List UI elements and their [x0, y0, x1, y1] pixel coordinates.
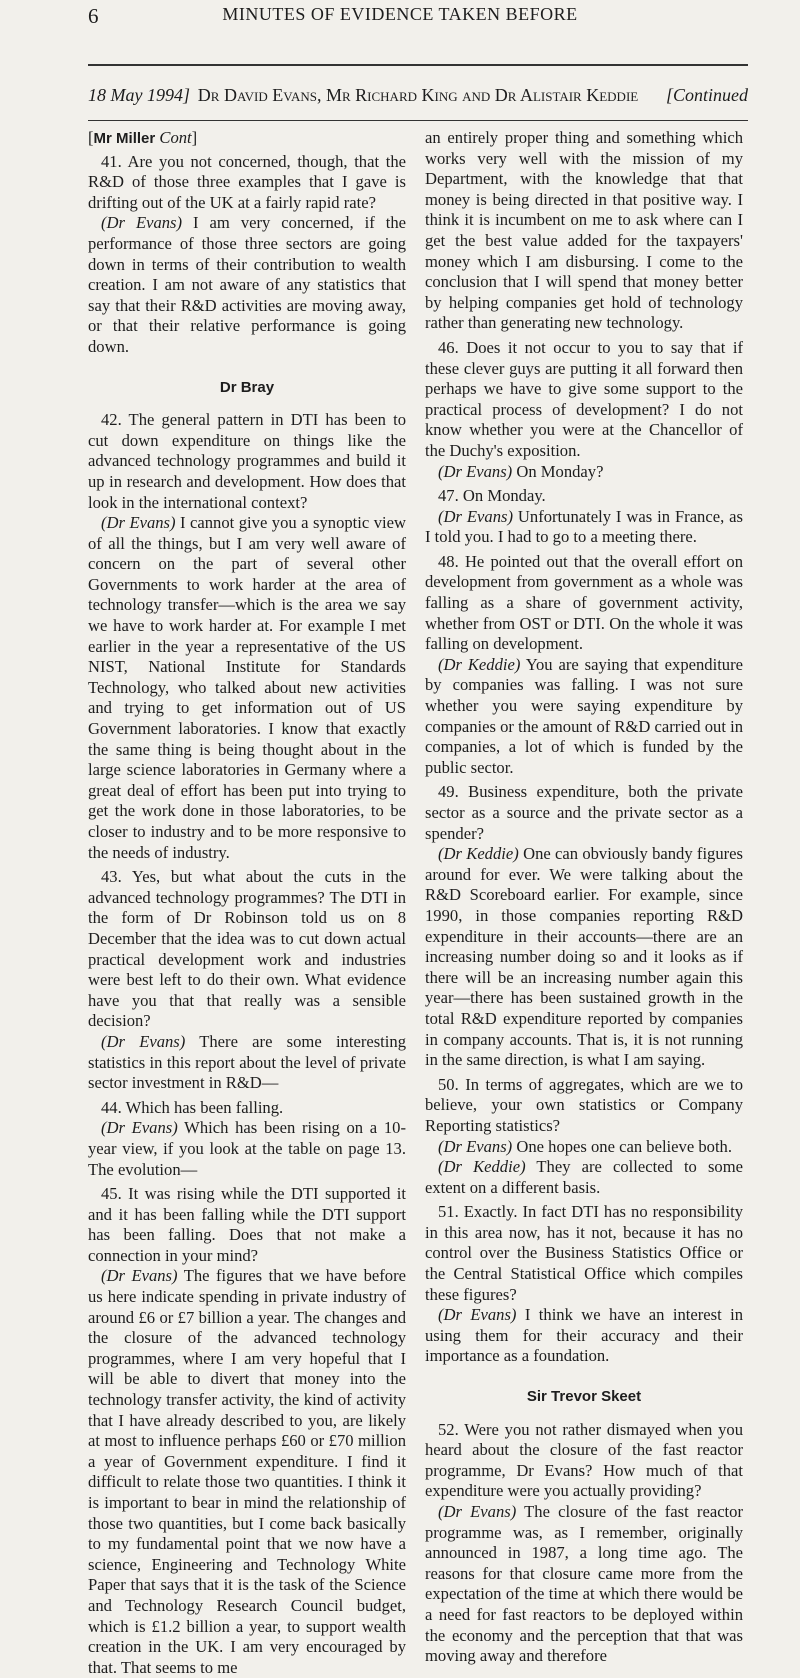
question-44: 44. Which has been falling.: [101, 1097, 284, 1117]
header-rule-bottom: [88, 120, 748, 121]
answer-43: (Dr Evans) There are some interesting statistics in this report about the level of private sector investment in R&D—: [88, 1031, 406, 1093]
left-column: [88, 128, 406, 1678]
answer-49: (Dr Keddie) One can obviously bandy figures around for ever. We were talking about the R&D Scoreboard earlier. For example, since 1990, in those companies reporting R&D expenditure in their accounts—there are an increasing number doing so and it looks as if there will be an increasing number again this year—there has been sustained growth in the total R&D expenditure reported by companies in company accounts. That is, it is not running in the same direction, is what I am saying.: [425, 844, 743, 1070]
question-51: 51. Exactly. In fact DTI has no responsibility in this area now, has it not, because it has no control over the Business Statistics Office or the Central Statistical Office which compiles these figures?: [425, 1202, 743, 1304]
running-head: MINUTES OF EVIDENCE TAKEN BEFORE: [222, 4, 578, 24]
session-date: 18 May 1994]: [88, 85, 190, 105]
speaker-heading-bray: Dr Bray: [219, 378, 275, 396]
question-48: 48. He pointed out that the overall effort on development from government as a whole was falling as a share of government activity, whether from OST or DTI. On the whole it was falling on development.: [425, 551, 743, 654]
question-47: 47. On Monday.: [438, 486, 546, 506]
answer-52: (Dr Evans) The closure of the fast reactor programme was, as I remember, originally announced in 1987, a long time ago. The reasons for that closure came more from the expectation of the time at which there would be a need for fast reactors to be deployed within the economy and the perception that that was moving away and therefore: [425, 1502, 743, 1666]
continued-label: [Continued: [665, 85, 748, 105]
question-50: 50. In terms of aggregates, which are we to believe, your own statistics or Company Reporting statistics?: [425, 1074, 743, 1135]
answer-41: (Dr Evans) I am very concerned, if the performance of those three sectors are going down in terms of their contribution to wealth creation. I am not aware of any statistics that say that their R&D activities are moving away, or that their relative performance is going down.: [88, 213, 406, 356]
answer-42: (Dr Evans) I cannot give you a synoptic view of all the things, but I am very well aware of concern on the part of several other Governments to work harder at the area of technology transfer—which is the area we say we have to work harder at. For example I met earlier in the year a representative of the US NIST, National Institute for Standards Technology, who talked about new activities and trying to get information out of US Government laboratories. I know that exactly the same thing is being thought about in the large science laboratories in Germany where a great deal of effort has been put into trying to get the work done in those laboratories, to be closer to industry and to be more responsive to the needs of industry.: [88, 513, 406, 862]
question-42: 42. The general pattern in DTI has been to cut down expenditure on things like the advanced technology programmes and build it up in research and development. How does that look in the international context?: [88, 410, 406, 512]
answer-51: (Dr Evans) I think we have an interest in using them for their accuracy and their importance as a foundation.: [425, 1305, 743, 1366]
answer-45: (Dr Evans) The figures that we have before us here indicate spending in private industry of around £6 or £7 billion a year. The changes and the closure of the advanced technology programmes, where I am very hopeful that I will be able to divert that money into the technology transfer activity, the kind of activity that I have already described to you, are likely at most to influence perhaps £60 or £70 million a year of Government expenditure. I find it difficult to relate those two quantities. I think it is important to bear in mind the relationship of those two quantities, but I come back basically to my fundamental point that we now have a science, Engineering and Technology White Paper that says that it is the task of the Science and Technology Research Council budget, which is £1.2 billion a year, to support wealth creation in the UK. I am very encouraged by that. That seems to me: [88, 1266, 406, 1677]
right-column: [425, 128, 743, 1667]
speaker-name: Mr Miller: [93, 130, 156, 147]
question-52: 52. Were you not rather dismayed when you heard about the closure of the fast reactor programme, Dr Evans? How much of that expenditure were you actually providing?: [425, 1419, 743, 1501]
answer-50-keddie: (Dr Keddie) They are collected to some extent on a different basis.: [425, 1157, 743, 1197]
answer-46: (Dr Evans) On Monday?: [438, 461, 604, 481]
speaker-heading-skeet: Sir Trevor Skeet: [526, 1388, 642, 1406]
page-number: 6: [88, 4, 99, 28]
question-41: 41. Are you not concerned, though, that the R&D of those three examples that I gave is drifting out of the UK at a fairly rapid rate?: [88, 151, 406, 212]
witnesses: Dr David Evans, Mr Richard King and Dr Alistair Keddie: [197, 85, 639, 105]
question-43: 43. Yes, but what about the cuts in the advanced technology programmes? The DTI in the form of Dr Robinson told us on 8 December that the idea was to cut down actual practical development work and industries were best left to do their own. What evidence have you that that really was a sensible decision?: [88, 867, 406, 1031]
question-45: 45. It was rising while the DTI supported it and it has been falling while the DTI support has been falling. Does that not make a connection in your mind?: [88, 1184, 406, 1265]
answer-45-continued: an entirely proper thing and something which works very well with the mission of my Department, with the knowledge that that money is being directed in that positive way. I think it is incumbent on me to ask where can I get the best value added for the taxpayers' money which I am disbursing. I come to the conclusion that I will spend that money better by helping companies get hold of technology rather than generating new technology.: [425, 128, 743, 333]
answer-44: (Dr Evans) Which has been rising on a 10-year view, if you look at the table on page 13. The evolution—: [88, 1118, 406, 1179]
speaker-continued: [Mr Miller Cont]: [88, 128, 198, 147]
question-46: 46. Does it not occur to you to say that if these clever guys are putting it all forward then perhaps we have to give some support to the practical process of development? I do not know whether you were at the Chancellor of the Duchy's exposition.: [425, 337, 743, 460]
header-rule-top: [88, 64, 748, 66]
answer-47: (Dr Evans) Unfortunately I was in France, as I told you. I had to go to a meeting there.: [425, 506, 743, 547]
answer-50-evans: (Dr Evans) One hopes one can believe both.: [438, 1136, 732, 1156]
answer-48: (Dr Keddie) You are saying that expenditure by companies was falling. I was not sure whether you were saying expenditure by companies or the amount of R&D carried out in companies, a lot of which is funded by the public sector.: [425, 654, 743, 777]
question-49: 49. Business expenditure, both the private sector as a source and the private sector as a spender?: [425, 782, 743, 843]
